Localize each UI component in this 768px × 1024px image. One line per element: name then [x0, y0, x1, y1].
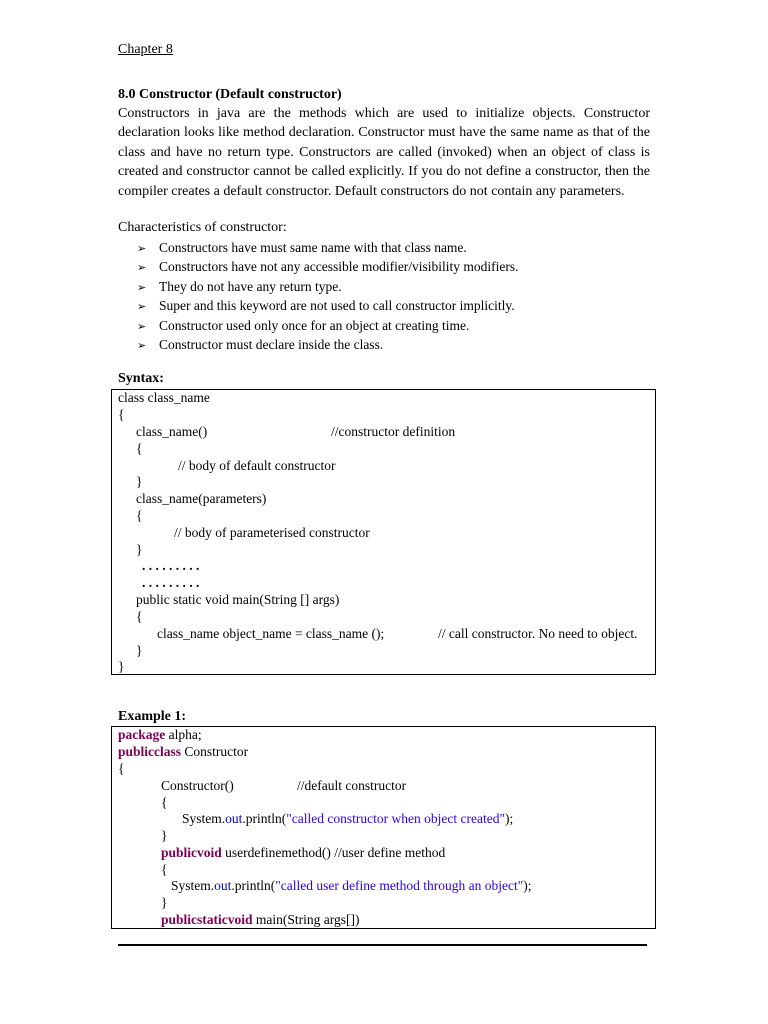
code-line: Constructor() — [161, 778, 234, 793]
code-line: class_name() — [136, 424, 208, 439]
code-line: } — [136, 474, 143, 489]
code-line: } — [118, 659, 125, 674]
arrow-bullet-icon: ➢ — [137, 262, 147, 275]
code-line: { — [136, 508, 143, 523]
code-line: } — [136, 643, 143, 658]
list-item: ➢ Constructor used only once for an object at creating time. — [137, 316, 519, 335]
list-item: ➢ Constructors have must same name with that class name. — [137, 238, 519, 257]
code-line: public static void main(String [] args) — [136, 592, 340, 607]
code-line: publicstaticvoid main(String args[]) — [161, 912, 360, 927]
list-item: ➢ Super and this keyword are not used to call constructor implicitly. — [137, 296, 519, 315]
characteristics-heading: Characteristics of constructor: — [118, 220, 287, 235]
characteristics-list — [137, 238, 519, 354]
code-line: { — [136, 609, 143, 624]
arrow-bullet-icon: ➢ — [137, 243, 147, 255]
code-line: class class_name — [118, 390, 210, 405]
ellipsis-line: . . . . . . . . . — [142, 575, 200, 590]
code-line: publicvoid userdefinemethod() //user define method — [161, 845, 446, 860]
code-line: class_name object_name = class_name (); — [157, 626, 385, 641]
code-comment: //default constructor — [297, 778, 407, 793]
list-item: ➢ They do not have any return type. — [137, 277, 519, 296]
example-label: Example 1: — [118, 709, 187, 724]
list-item: ➢ Constructors have not any accessible modifier/visibility modifiers. — [137, 257, 519, 276]
code-line: { — [118, 761, 125, 776]
arrow-bullet-icon: ➢ — [137, 339, 147, 352]
syntax-code-box — [111, 389, 656, 675]
arrow-bullet-icon: ➢ — [137, 320, 147, 333]
code-line: publicclass Constructor — [118, 744, 249, 759]
code-line: } — [161, 895, 168, 910]
code-line: { — [118, 407, 125, 422]
list-item: ➢ Constructor must declare inside the class. — [137, 335, 519, 354]
code-line: { — [136, 441, 143, 456]
code-line: System.out.println("called user define method through an object"); — [171, 878, 532, 893]
code-comment: // call constructor. No need to object. — [438, 626, 638, 641]
intro-paragraph: Constructors in java are the methods which are used to initialize objects. Constructor declaration looks like method declaration. Constructor must have the same name as that of the class and have no return type. Constructors are called (invoked) when an object of class is created and constructor cannot be called explicitly. If you do not define a constructor, then the compiler creates a default constructor. Default constructors do not contain any parameters. — [118, 106, 650, 199]
code-line: class_name(parameters) — [136, 491, 267, 506]
code-line: System.out.println("called constructor when object created"); — [182, 811, 514, 826]
section-heading: 8.0 Constructor (Default constructor) — [118, 87, 342, 102]
example-code-box — [111, 726, 656, 929]
code-line: { — [161, 862, 168, 877]
footer-rule — [118, 944, 647, 946]
arrow-bullet-icon: ➢ — [137, 301, 147, 314]
code-comment: // body of default constructor — [178, 458, 336, 473]
code-line: } — [161, 828, 168, 843]
arrow-bullet-icon: ➢ — [137, 281, 147, 294]
code-line: { — [161, 795, 168, 810]
chapter-title: Chapter 8 — [118, 42, 173, 57]
code-line: } — [136, 542, 143, 557]
code-line: package alpha; — [118, 727, 202, 742]
syntax-label: Syntax: — [118, 371, 164, 386]
code-comment: //constructor definition — [331, 424, 456, 439]
code-comment: // body of parameterised constructor — [174, 525, 370, 540]
ellipsis-line: . . . . . . . . . — [142, 558, 200, 573]
